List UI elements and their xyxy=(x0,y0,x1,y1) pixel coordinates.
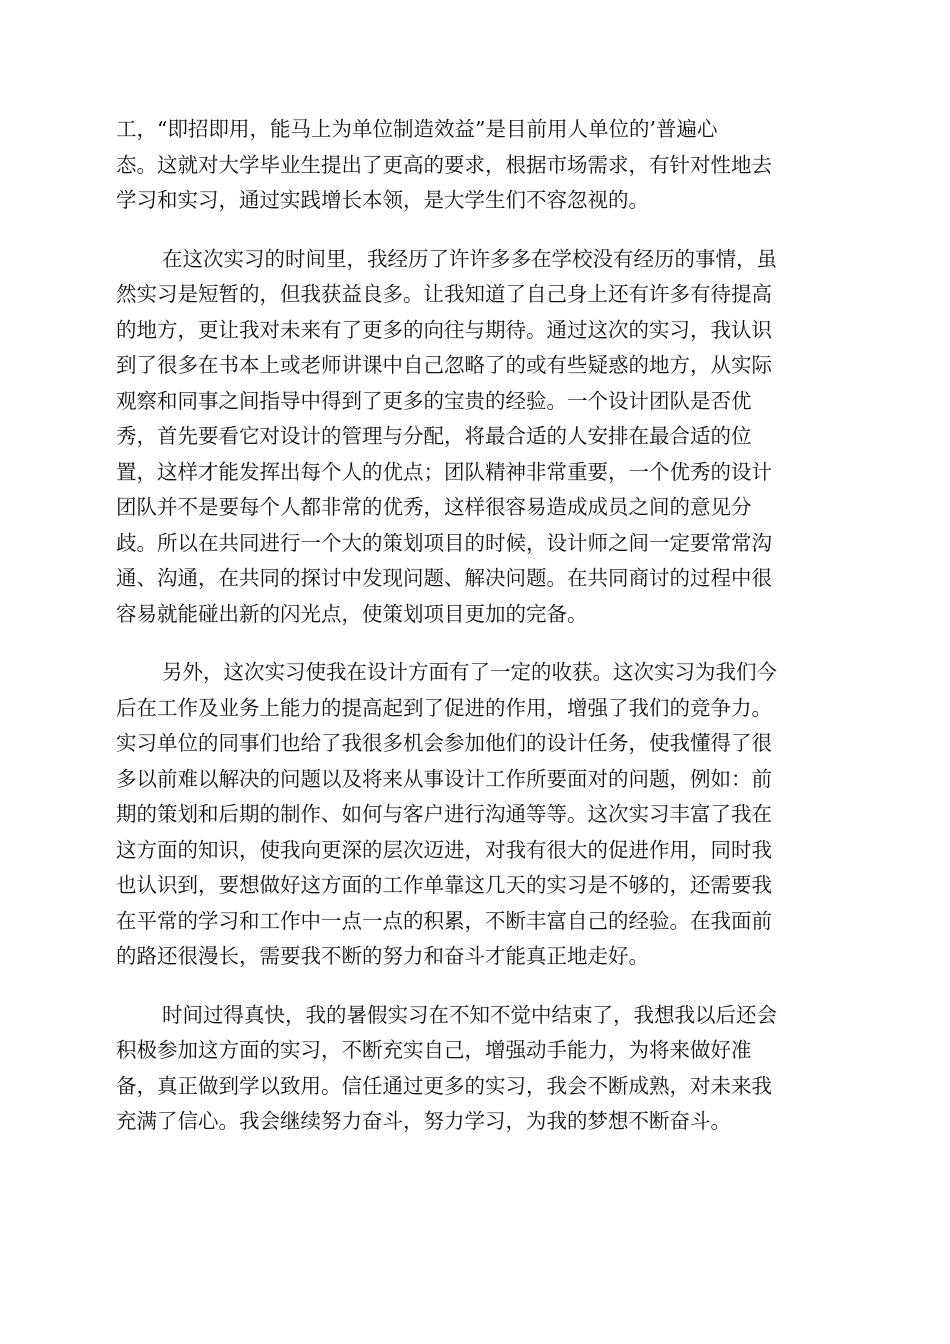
text-line-first: 时间过得真快，我的暑假实习在不知不觉中结束了，我想我以后还会 xyxy=(162,1002,777,1027)
text-line: 工，“即招即用，能马上为单位制造效益”是目前用人单位的’普遍心 xyxy=(116,117,718,141)
text-line: 这方面的知识，使我向更深的层次迈进，对我有很大的促进作用，同时我 xyxy=(116,837,772,862)
text-line: 团队并不是要每个人都非常的优秀，这样很容易造成成员之间的意见分 xyxy=(116,495,752,519)
text-line: 备，真正做到学以致用。信任通过更多的实习，我会不断成熟，对未来我 xyxy=(116,1073,772,1098)
text-line: 的地方，更让我对未来有了更多的向往与期待。通过这次的实习，我认识 xyxy=(116,317,772,342)
text-line: 观察和同事之间指导中得到了更多的宝贵的经验。一个设计团队是否优 xyxy=(116,388,752,413)
paragraph-spacer xyxy=(116,219,836,242)
paragraph-2 xyxy=(116,242,836,633)
text-line: 歧。所以在共同进行一个大的策划项目的时候，设计师之间一定要常常沟 xyxy=(116,530,772,555)
text-line: 态。这就对大学毕业生提出了更高的要求，根据市场需求，有针对性地去 xyxy=(116,152,772,177)
text-line: 实习单位的同事们也给了我很多机会参加他们的设计任务，使我懂得了很 xyxy=(116,731,772,755)
text-line: 置，这样才能发挥出每个人的优点；团队精神非常重要，一个优秀的设计 xyxy=(116,459,772,484)
text-line: 到了很多在书本上或老师讲课中自己忽略了的或有些疑惑的地方，从实际 xyxy=(116,353,772,377)
paragraph-1 xyxy=(116,112,836,219)
text-line: 积极参加这方面的实习，不断充实自己，增强动手能力，为将来做好准 xyxy=(116,1038,752,1062)
paragraph-spacer xyxy=(116,975,836,998)
text-line: 后在工作及业务上能力的提高起到了促进的作用，增强了我们的竞争力。 xyxy=(116,695,772,720)
text-line: 也认识到，要想做好这方面的工作单靠这几天的实习是不够的，还需要我 xyxy=(116,873,772,897)
text-line: 通、沟通，在共同的探讨中发现问题、解决问题。在共同商讨的过程中很 xyxy=(116,566,772,590)
text-line: 充满了信心。我会继续努力奋斗，努力学习，为我的梦想不断奋斗。 xyxy=(116,1109,731,1133)
text-line: 期的策划和后期的制作、如何与客户进行沟通等等。这次实习丰富了我在 xyxy=(116,802,772,826)
text-line-first: 另外，这次实习使我在设计方面有了一定的收获。这次实习为我们今 xyxy=(162,660,777,684)
text-line: 学习和实习，通过实践增长本领，是大学生们不容忽视的。 xyxy=(116,188,649,212)
paragraph-3 xyxy=(116,655,836,975)
text-line: 的路还很漫长，需要我不断的努力和奋斗才能真正地走好。 xyxy=(116,944,649,968)
text-line: 在平常的学习和工作中一点一点的积累，不断丰富自己的经验。在我面前 xyxy=(116,908,772,933)
text-line-first: 在这次实习的时间里，我经历了许许多多在学校没有经历的事情，虽 xyxy=(162,246,777,271)
document-body xyxy=(116,112,836,1140)
text-line: 容易就能碰出新的闪光点，使策划项目更加的完备。 xyxy=(116,601,588,626)
paragraph-4 xyxy=(116,998,836,1140)
text-line: 秀，首先要看它对设计的管理与分配，将最合适的人安排在最合适的位 xyxy=(116,424,752,448)
text-line: 多以前难以解决的问题以及将来从事设计工作所要面对的问题，例如：前 xyxy=(116,766,772,791)
paragraph-spacer xyxy=(116,632,836,655)
text-line: 然实习是短暂的，但我获益良多。让我知道了自己身上还有许多有待提高 xyxy=(116,282,772,306)
